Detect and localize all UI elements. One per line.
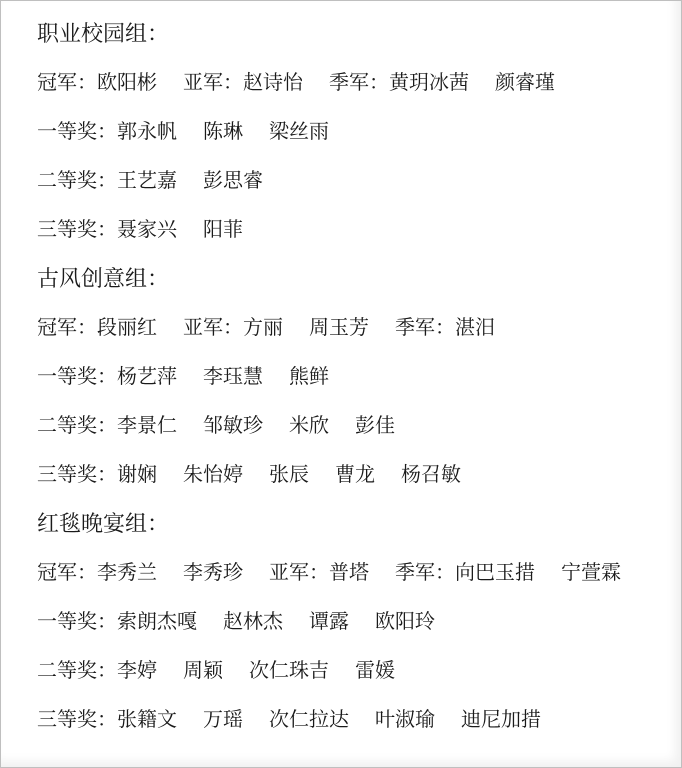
award-entry: 周颖 bbox=[183, 658, 223, 682]
award-entry: 冠军：李秀兰 bbox=[37, 560, 157, 584]
award-entry: 二等奖：王艺嘉 bbox=[37, 168, 177, 192]
award-entry: 亚军：普塔 bbox=[269, 560, 369, 584]
award-group-3 bbox=[37, 509, 673, 733]
award-line bbox=[37, 313, 673, 341]
award-entry: 张辰 bbox=[269, 462, 309, 486]
award-entry: 次仁珠吉 bbox=[249, 658, 329, 682]
award-entry: 二等奖：李景仁 bbox=[37, 413, 177, 437]
award-entry: 谭露 bbox=[309, 609, 349, 633]
award-line bbox=[37, 656, 673, 684]
award-line bbox=[37, 215, 673, 243]
award-entry: 曹龙 bbox=[335, 462, 375, 486]
award-entry: 叶淑瑜 bbox=[375, 707, 435, 731]
award-entry: 三等奖：谢娴 bbox=[37, 462, 157, 486]
award-entry: 李秀珍 bbox=[183, 560, 243, 584]
award-entry: 一等奖：索朗杰嘎 bbox=[37, 609, 197, 633]
award-entry: 周玉芳 bbox=[309, 315, 369, 339]
award-entry: 邹敏珍 bbox=[203, 413, 263, 437]
award-entry: 冠军：欧阳彬 bbox=[37, 70, 157, 94]
award-entry: 赵林杰 bbox=[223, 609, 283, 633]
award-entry: 阳菲 bbox=[203, 217, 243, 241]
award-entry: 亚军：赵诗怡 bbox=[183, 70, 303, 94]
award-line bbox=[37, 460, 673, 488]
award-entry: 三等奖：张籍文 bbox=[37, 707, 177, 731]
award-entry: 彭思睿 bbox=[203, 168, 263, 192]
award-list bbox=[37, 19, 673, 754]
award-entry: 迪尼加措 bbox=[461, 707, 541, 731]
award-group-2 bbox=[37, 264, 673, 488]
award-entry: 朱怡婷 bbox=[183, 462, 243, 486]
award-entry: 李珏慧 bbox=[203, 364, 263, 388]
award-entry: 二等奖：李婷 bbox=[37, 658, 157, 682]
award-entry: 次仁拉达 bbox=[269, 707, 349, 731]
award-entry: 三等奖：聂家兴 bbox=[37, 217, 177, 241]
award-line bbox=[37, 117, 673, 145]
award-entry: 杨召敏 bbox=[401, 462, 461, 486]
group-title: 古风创意组： bbox=[37, 267, 170, 292]
award-entry: 雷媛 bbox=[355, 658, 395, 682]
award-line bbox=[37, 362, 673, 390]
award-line bbox=[37, 68, 673, 96]
award-entry: 宁萱霖 bbox=[561, 560, 621, 584]
award-group-1 bbox=[37, 19, 673, 243]
award-entry: 颜睿瑾 bbox=[495, 70, 555, 94]
award-entry: 梁丝雨 bbox=[269, 119, 329, 143]
award-line bbox=[37, 558, 673, 586]
group-title: 红毯晚宴组： bbox=[37, 512, 170, 537]
award-entry: 亚军：方丽 bbox=[183, 315, 283, 339]
award-line bbox=[37, 166, 673, 194]
award-entry: 冠军：段丽红 bbox=[37, 315, 157, 339]
award-line bbox=[37, 607, 673, 635]
award-entry: 陈琳 bbox=[203, 119, 243, 143]
award-line bbox=[37, 411, 673, 439]
award-entry: 季军：向巴玉措 bbox=[395, 560, 535, 584]
group-title: 职业校园组： bbox=[37, 22, 170, 47]
award-entry: 一等奖：郭永帆 bbox=[37, 119, 177, 143]
award-entry: 米欣 bbox=[289, 413, 329, 437]
award-entry: 万瑶 bbox=[203, 707, 243, 731]
award-entry: 季军：湛汨 bbox=[395, 315, 495, 339]
award-entry: 季军：黄玥冰茜 bbox=[329, 70, 469, 94]
award-entry: 一等奖：杨艺萍 bbox=[37, 364, 177, 388]
award-entry: 欧阳玲 bbox=[375, 609, 435, 633]
award-entry: 彭佳 bbox=[355, 413, 395, 437]
award-entry: 熊鲜 bbox=[289, 364, 329, 388]
award-line bbox=[37, 705, 673, 733]
